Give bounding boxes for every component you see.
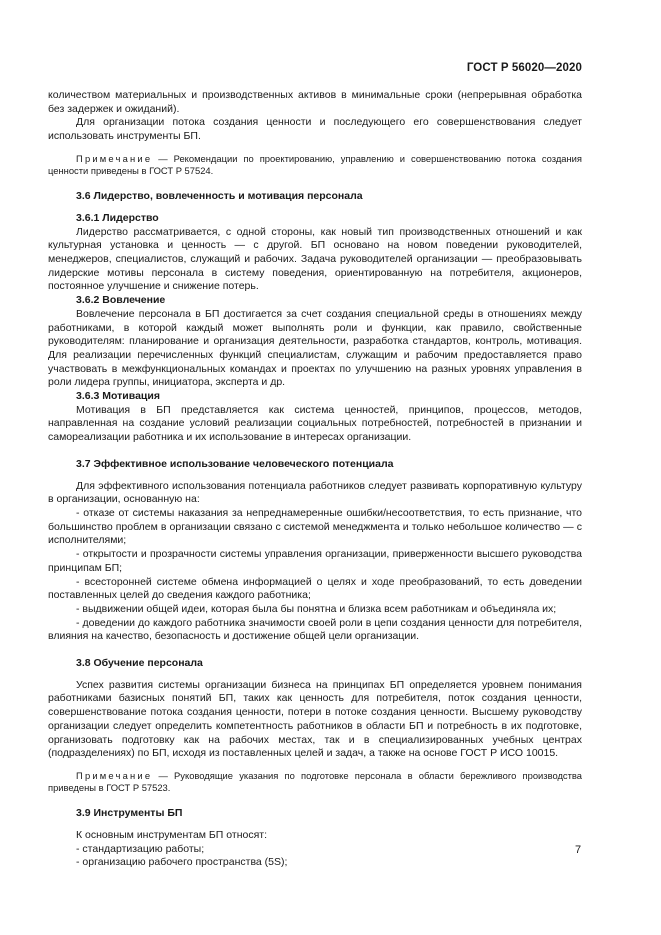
section-3-6-2-text: Вовлечение персонала в БП достигается за счет создания специальной среды в отношениях между работниками, в которой каждый может выполнять роли и функции, как правило, свойственные руководителям: планирование и организация деятельности, разработка стандартов, контроль, мотивация. Для реализации перечисленных функций специалистам, служащим и рабочим предоставляется право участвовать в межфункциональных командах и проектах по улучшению на разных уровнях управления в роли лидера группы, инициатора, эксперта и др. (48, 307, 582, 389)
section-3-8-text: Успех развития системы организации бизнеса на принципах БП определяется уровнем понимания работниками базисных понятий БП, таких как ценность для потребителя, поток создания ценности, совершенствование потока создания ценности, потери в потоке создания ценности. Высшему руководству организации следует определить компетентность работников в области БП и потребность в их подготовке, организовать подготовку как на рабочих местах, так и в специализированных учебных центрах (подразделениях) по БП, исходя из поставленных целей и задач, а также на основе ГОСТ Р ИСО 10015. (48, 678, 582, 760)
document-id-header: ГОСТ Р 56020—2020 (466, 62, 582, 74)
list-item: - доведении до каждого работника значимости своей роли в цепи создания ценности для потребителя, влияния на качество, безопасность и достижение общей цели организации. (48, 616, 582, 643)
section-3-6-2-heading: 3.6.2 Вовлечение (76, 294, 166, 307)
section-3-6-1-heading: 3.6.1 Лидерство (76, 211, 159, 224)
section-3-9-text: К основным инструментам БП относят: (76, 829, 267, 842)
list-item: - открытости и прозрачности системы управления организации, приверженности высшего руководства принципам БП; (48, 548, 582, 574)
section-3-6-3-heading: 3.6.3 Мотивация (76, 390, 160, 403)
list-item: - организацию рабочего пространства (5S); (76, 856, 288, 869)
section-3-7-heading: 3.7 Эффективное использование человеческого потенциала (76, 457, 394, 470)
paragraph-value-stream: Для организации потока создания ценности и последующего его совершенствования следует использовать инструменты БП. (48, 116, 582, 143)
section-3-8-heading: 3.8 Обучение персонала (76, 657, 203, 670)
list-item: - стандартизацию работы; (76, 842, 205, 855)
page-body (48, 89, 582, 870)
section-3-6-1-text: Лидерство рассматривается, с одной стороны, как новый тип производственных отношений и как культурная установка и ценность — с другой. БП основано на новом поведении руководителей, менеджеров, специалистов, служащий и рабочих. Задача руководителей организации — преобразовывать лидерские мотивы персонала в систему поведения, ориентированную на потребителя, акционеров, постоянное улучшение и снижение потерь. (48, 225, 582, 293)
list-item: - выдвижении общей идеи, которая была бы понятна и близка всем работникам и объединяла их; (76, 602, 557, 615)
section-3-7-text: Для эффективного использования потенциала работников следует развивать корпоративную культуру в организации, основанную на: (48, 479, 582, 506)
section-3-9-heading: 3.9 Инструменты БП (76, 807, 183, 820)
note-1-text: — Рекомендации по проектированию, управлению и совершенствованию потока создания ценности приведены в ГОСТ Р 57524. (48, 152, 582, 177)
note-2 (48, 770, 582, 794)
note-1-label: Примечание (76, 152, 153, 164)
note-1 (48, 153, 582, 177)
note-2-text: — Руководящие указания по подготовке персонала в области бережливого производства приведены в ГОСТ Р 57523. (48, 769, 582, 794)
note-2-label: Примечание (76, 769, 153, 781)
list-item: - отказе от системы наказания за непреднамеренные ошибки/несоответствия, то есть признание, что большинство проблем в организации связано с системой менеджмента и только небольшое количество — с исполнителями; (48, 506, 582, 547)
section-3-6-heading: 3.6 Лидерство, вовлеченность и мотивация персонала (76, 190, 363, 203)
list-item: - всесторонней системе обмена информацией о целях и ходе преобразований, то есть доведении поставленных целей до сведения каждого работника; (48, 575, 582, 602)
paragraph-continuation: количеством материальных и производственных активов в минимальные сроки (непрерывная обработка без задержек и ожиданий). (48, 89, 582, 115)
page-number: 7 (575, 844, 582, 856)
section-3-6-3-text: Мотивация в БП представляется как система ценностей, принципов, процессов, методов, направленная на создание условий реализации социальных потребностей, потребностей в признании и самореализации работника и их использование в интересах организации. (48, 403, 582, 444)
